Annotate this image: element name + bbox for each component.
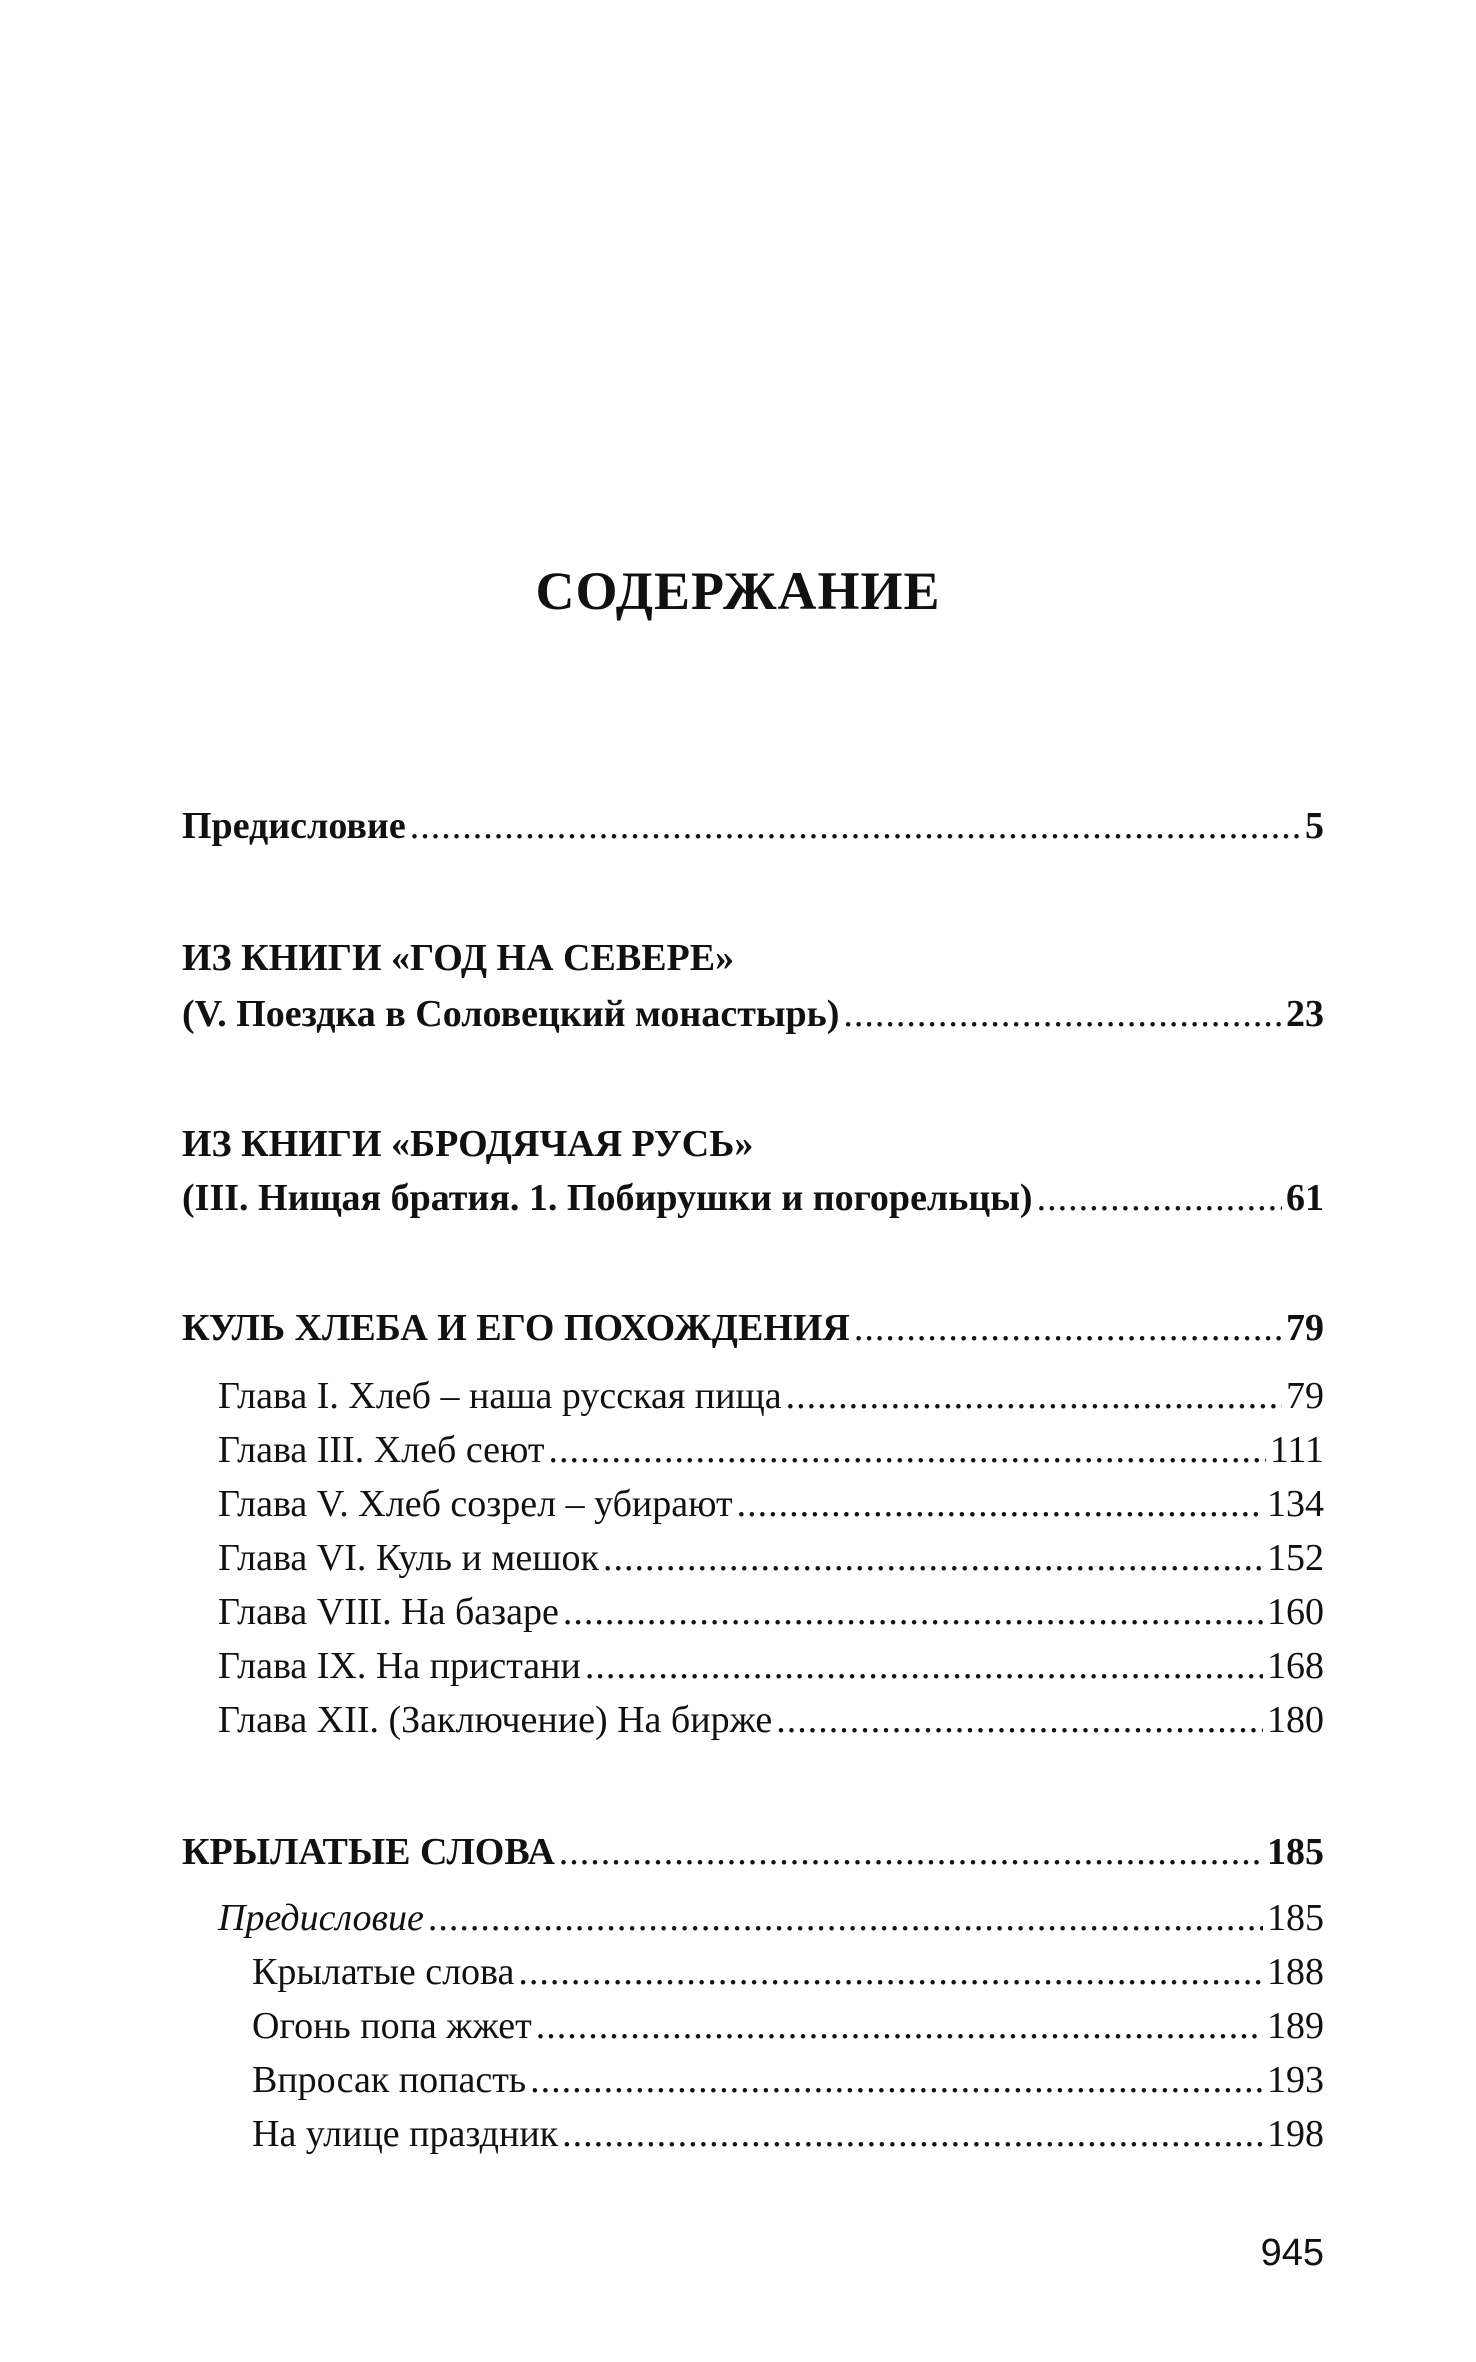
toc-page-number: 180	[1267, 1699, 1324, 1741]
toc-entry-title: КРЫЛАТЫЕ СЛОВА	[182, 1831, 555, 1873]
toc-entry-title: Глава VI. Куль и мешок	[218, 1537, 599, 1579]
dot-leader	[559, 1826, 1263, 1878]
toc-entry-chapter	[218, 1532, 1324, 1584]
dot-leader	[536, 2000, 1263, 2052]
toc-entry-chapter	[218, 1478, 1324, 1530]
toc-entry-title: Крылатые слова	[252, 1951, 515, 1993]
toc-entry-title: Огонь попа жжет	[252, 2005, 532, 2047]
toc-entry-title: Глава XII. (Заключение) На бирже	[218, 1699, 773, 1741]
toc-page-number: 152	[1267, 1537, 1324, 1579]
toc-entry-sub	[252, 2000, 1324, 2052]
dot-leader	[410, 800, 1301, 852]
toc-entry-chapter	[218, 1370, 1324, 1422]
toc-page-number: 23	[1286, 993, 1324, 1035]
toc-page-number: 168	[1267, 1645, 1324, 1687]
toc-entry-preface	[182, 800, 1324, 852]
dot-leader	[854, 1302, 1282, 1354]
dot-leader	[563, 1586, 1263, 1638]
toc-entry-kul-hleba	[182, 1302, 1324, 1354]
dot-leader	[428, 1892, 1263, 1944]
toc-section-heading: ИЗ КНИГИ «БРОДЯЧАЯ РУСЬ»	[182, 1123, 754, 1165]
toc-entry-title: Глава IX. На пристани	[218, 1645, 581, 1687]
toc-page-number: 5	[1305, 805, 1324, 847]
toc-page-number: 188	[1267, 1951, 1324, 1993]
toc-entry-chapter	[218, 1694, 1324, 1746]
toc-entry-title: КУЛЬ ХЛЕБА И ЕГО ПОХОЖДЕНИЯ	[182, 1307, 850, 1349]
toc-entry-title: Глава III. Хлеб сеют	[218, 1429, 545, 1471]
dot-leader	[603, 1532, 1263, 1584]
toc-entry-solovetsky	[182, 988, 1324, 1040]
dot-leader	[843, 988, 1282, 1040]
toc-page-number: 189	[1267, 2005, 1324, 2047]
dot-leader	[786, 1370, 1282, 1422]
toc-page-number: 198	[1267, 2113, 1324, 2155]
toc-entry-title: Впросак попасть	[252, 2059, 527, 2101]
toc-page-number: 61	[1286, 1177, 1324, 1219]
toc-entry-beggars	[182, 1172, 1324, 1224]
toc-entry-sub	[252, 2108, 1324, 2160]
toc-page-number: 134	[1267, 1483, 1324, 1525]
dot-leader	[518, 1946, 1263, 1998]
toc-entry-title: Предисловие	[218, 1897, 424, 1939]
page-title: СОДЕРЖАНИЕ	[535, 561, 941, 621]
toc-page-number: 185	[1267, 1831, 1324, 1873]
toc-page-number: 79	[1286, 1375, 1324, 1417]
toc-entry-chapter	[218, 1586, 1324, 1638]
dot-leader	[562, 2108, 1263, 2160]
dot-leader	[585, 1640, 1263, 1692]
dot-leader	[530, 2054, 1263, 2106]
dot-leader	[1037, 1172, 1282, 1224]
toc-entry-chapter	[218, 1424, 1324, 1476]
toc-page-number: 79	[1286, 1307, 1324, 1349]
toc-entry-preface-sub	[218, 1892, 1324, 1944]
toc-page-number: 111	[1269, 1429, 1324, 1471]
toc-section-heading: ИЗ КНИГИ «ГОД НА СЕВЕРЕ»	[182, 937, 735, 979]
dot-leader	[737, 1478, 1263, 1530]
toc-page-number: 160	[1267, 1591, 1324, 1633]
toc-entry-title: (V. Поездка в Соловецкий монастырь)	[182, 993, 840, 1035]
toc-entry-krylatye-slova	[182, 1826, 1324, 1878]
page-number: 945	[1260, 2232, 1324, 2274]
toc-page-number: 185	[1267, 1897, 1324, 1939]
toc-entry-title: На улице праздник	[252, 2113, 559, 2155]
toc-entry-title: Глава V. Хлеб созрел – убирают	[218, 1483, 733, 1525]
toc-entry-title: Предисловие	[182, 805, 406, 847]
toc-entry-title: (III. Нищая братия. 1. Побирушки и погорельцы)	[182, 1177, 1033, 1219]
toc-page-number: 193	[1267, 2059, 1324, 2101]
toc-entry-title: Глава I. Хлеб – наша русская пища	[218, 1375, 782, 1417]
toc-entry-sub	[252, 1946, 1324, 1998]
toc-entry-chapter	[218, 1640, 1324, 1692]
dot-leader	[776, 1694, 1263, 1746]
toc-entry-title: Глава VIII. На базаре	[218, 1591, 559, 1633]
dot-leader	[549, 1424, 1266, 1476]
toc-entry-sub	[252, 2054, 1324, 2106]
